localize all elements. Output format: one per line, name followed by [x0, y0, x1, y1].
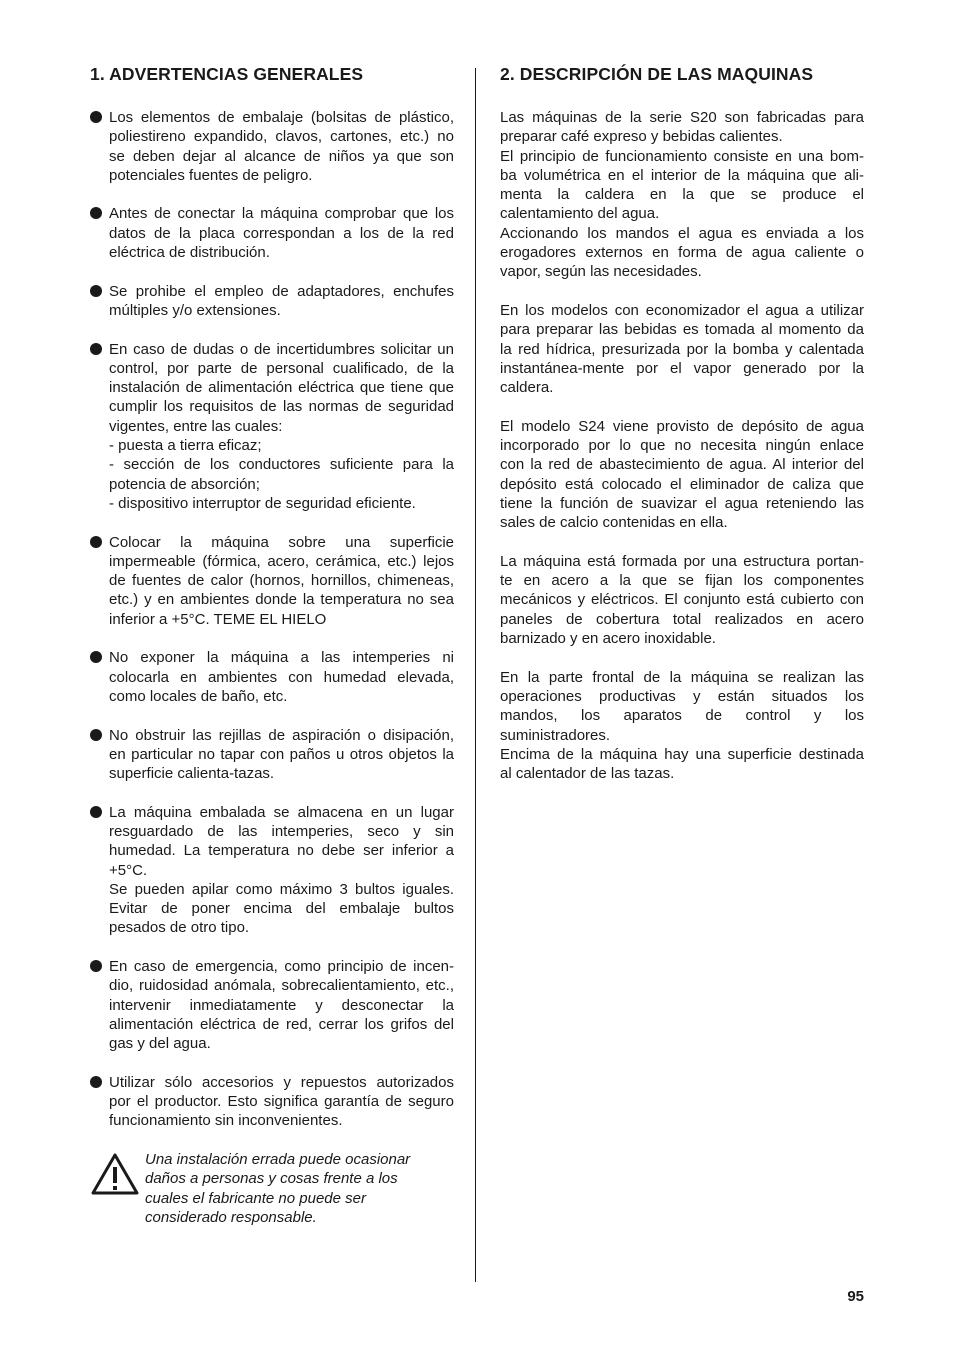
bullet-icon [90, 960, 102, 972]
text-line: humedad. La temperatura no debe ser inferior a [109, 842, 454, 860]
paragraph [500, 552, 864, 648]
text-line: La máquina está formada por una estructura portan- [500, 552, 864, 570]
text-line: la red hídrica, presurizada por la bomba y calentada [500, 340, 864, 358]
text-line: No exponer la máquina a las intemperies ni [109, 649, 454, 667]
warning-text-line: daños a personas y cosas frente a los [145, 1170, 398, 1188]
bullet-icon [90, 285, 102, 297]
text-line: mecánicos y eléctricos. El conjunto está cubierto con [500, 591, 864, 609]
text-line: sales de calcio contenidas en ella. [500, 514, 728, 532]
text-line: mandos, los aparatos de control y los [500, 707, 864, 725]
text-line: resguardado de las intemperies, seco y sin [109, 822, 454, 840]
list-item [90, 648, 454, 706]
text-line: cumplir los requisitos de las normas de seguridad [109, 398, 454, 416]
text-line: Accionando los mandos el agua es enviada a los [500, 224, 864, 242]
text-line: Se prohibe el empleo de adaptadores, enchufes [109, 282, 454, 300]
text-line: Colocar la máquina sobre una superficie [109, 533, 454, 551]
text-line: erogadores externos en forma de agua caliente o [500, 244, 864, 262]
section-advertencias [90, 62, 454, 1227]
list-item [90, 957, 454, 1053]
list-item [90, 533, 454, 629]
text-line: incorporado por lo que no necesita ningún enlace [500, 437, 864, 455]
bullet-icon [90, 729, 102, 741]
warning-text-line: considerado responsable. [145, 1208, 317, 1226]
text-line: preparar café expreso y bebidas calientes. [500, 128, 783, 146]
text-line: impermeable (fórmica, acero, cerámica, etc.) lejos [109, 552, 454, 570]
text-line: - puesta a tierra eficaz; [109, 437, 262, 455]
text-line: Se pueden apilar como máximo 3 bultos iguales. [109, 880, 454, 898]
text-line: en particular no tapar con paños u otros objetos la [109, 745, 454, 763]
text-line: alimentación eléctrica de red, cerrar los grifos del [109, 1015, 454, 1033]
text-line: calentamiento del agua. [500, 205, 660, 223]
list-item [90, 1073, 454, 1131]
text-line: gas y del agua. [109, 1035, 211, 1053]
bullet-icon [90, 1076, 102, 1088]
section-descripcion [500, 62, 864, 803]
text-line: ba volumétrica en el interior de la máquina que ali- [500, 166, 864, 184]
text-line: - sección de los conductores suficiente para la [109, 456, 454, 474]
text-line: depósito está colocado el eliminador de caliza que [500, 475, 864, 493]
bullet-icon [90, 536, 102, 548]
text-line: Las máquinas de la serie S20 son fabricadas para [500, 109, 864, 126]
text-line: instantánea-mente por el vapor generado por la [500, 359, 864, 377]
text-line: se deben dejar al alcance de niños ya que son [109, 147, 454, 165]
bullet-icon [90, 343, 102, 355]
text-line: control, por parte de personal cualificado, de la [109, 359, 454, 377]
text-line: datos de la placa correspondan a los de la red [109, 224, 454, 242]
text-line: En caso de emergencia, como principio de incen- [109, 958, 454, 976]
text-line: te en acero a la que se fijan los componentes [500, 572, 864, 590]
text-line: inferior a +5°C. TEME EL HIELO [109, 610, 327, 628]
text-line: por el productor. Esto significa garantía de seguro [109, 1093, 454, 1111]
text-line: funcionamiento sin inconvenientes. [109, 1112, 343, 1130]
text-line: dio, ruidosidad anómala, sobrecalientamiento, etc., [109, 977, 454, 995]
text-line: colocarla en ambientes con humedad elevada, [109, 668, 454, 686]
warning-text-line: cuales el fabricante no puede ser [145, 1189, 366, 1207]
warning-triangle-icon [90, 1152, 140, 1196]
text-line: múltiples y/o extensiones. [109, 301, 281, 319]
text-line: +5°C. [109, 861, 148, 879]
bullet-icon [90, 651, 102, 663]
text-line: caldera. [500, 379, 554, 397]
text-line: de fuentes de calor (hornos, hornillos, chimeneas, [109, 572, 454, 590]
text-line: vigentes, entre las cuales: [109, 417, 283, 435]
text-line: al calentador de las tazas. [500, 765, 675, 783]
text-line: El modelo S24 viene provisto de depósito de agua [500, 417, 864, 435]
text-line: con la red de abastecimiento de agua. Al interior del [500, 456, 864, 474]
text-line: Antes de conectar la máquina comprobar que los [109, 205, 454, 223]
warnings-list [90, 108, 454, 1131]
text-line: El principio de funcionamiento consiste en una bom- [500, 147, 864, 165]
text-line: operaciones productivas y están situados los [500, 687, 864, 705]
text-line: para preparar las bebidas es tomada al momento da [500, 321, 864, 339]
text-line: potenciales fuentes de peligro. [109, 166, 313, 184]
bullet-icon [90, 207, 102, 219]
text-line: suministradores. [500, 726, 611, 744]
text-line: superficie calienta-tazas. [109, 765, 275, 783]
bullet-icon [90, 806, 102, 818]
page-number: 95 [847, 1288, 864, 1305]
text-line: menta la caldera en la que se produce el [500, 186, 864, 204]
list-item [90, 282, 454, 321]
paragraph [500, 417, 864, 533]
safety-warning [90, 1150, 454, 1227]
text-line: En la parte frontal de la máquina se realizan las [500, 668, 864, 686]
text-line: Encima de la máquina hay una superficie destinada [500, 745, 864, 763]
text-line: Los elementos de embalaje (bolsitas de plástico, [109, 109, 454, 126]
list-item [90, 204, 454, 262]
text-line: eléctrica de distribución. [109, 244, 270, 262]
text-line: paneles de cobertura total realizados en acero [500, 610, 864, 628]
text-line: Evitar de poner encima del embalaje bultos [109, 900, 454, 918]
list-item [90, 803, 454, 938]
text-line: poliestireno expandido, clavos, cartones, etc.) no [109, 128, 454, 146]
text-line: etc.) y en ambientes donde la temperatura no sea [109, 591, 454, 609]
paragraph [500, 108, 864, 282]
text-line: instalación de alimentación eléctrica que tiene que [109, 379, 454, 397]
list-item [90, 340, 454, 514]
text-line: pesados de otro tipo. [109, 919, 250, 937]
column-divider [475, 68, 476, 1282]
heading-advertencias: 1. ADVERTENCIAS GENERALES [90, 64, 364, 84]
paragraph [500, 668, 864, 784]
text-line: En caso de dudas o de incertidumbres solicitar un [109, 340, 454, 358]
warning-text-line: Una instalación errada puede ocasionar [145, 1151, 411, 1169]
text-line: barnizado y en acero inoxidable. [500, 630, 716, 648]
bullet-icon [90, 111, 102, 123]
text-line: No obstruir las rejillas de aspiración o disipación, [109, 726, 454, 744]
text-line: intervenir inmediatamente y desconectar la [109, 996, 454, 1014]
text-line: En los modelos con economizador el agua a utilizar [500, 301, 864, 319]
text-line: vapor, según las necesidades. [500, 263, 702, 281]
heading-descripcion: 2. DESCRIPCIÓN DE LAS MAQUINAS [500, 64, 814, 84]
text-line: tiene la función de suavizar el agua reteniendo las [500, 494, 864, 512]
list-item [90, 726, 454, 784]
text-line: potencia de absorción; [109, 475, 260, 493]
text-line: - dispositivo interruptor de seguridad eficiente. [109, 494, 416, 512]
text-line: Utilizar sólo accesorios y repuestos autorizados [109, 1073, 454, 1091]
text-line: La máquina embalada se almacena en un lugar [109, 803, 454, 821]
paragraph [500, 301, 864, 397]
list-item [90, 108, 454, 185]
text-line: como locales de baño, etc. [109, 687, 288, 705]
